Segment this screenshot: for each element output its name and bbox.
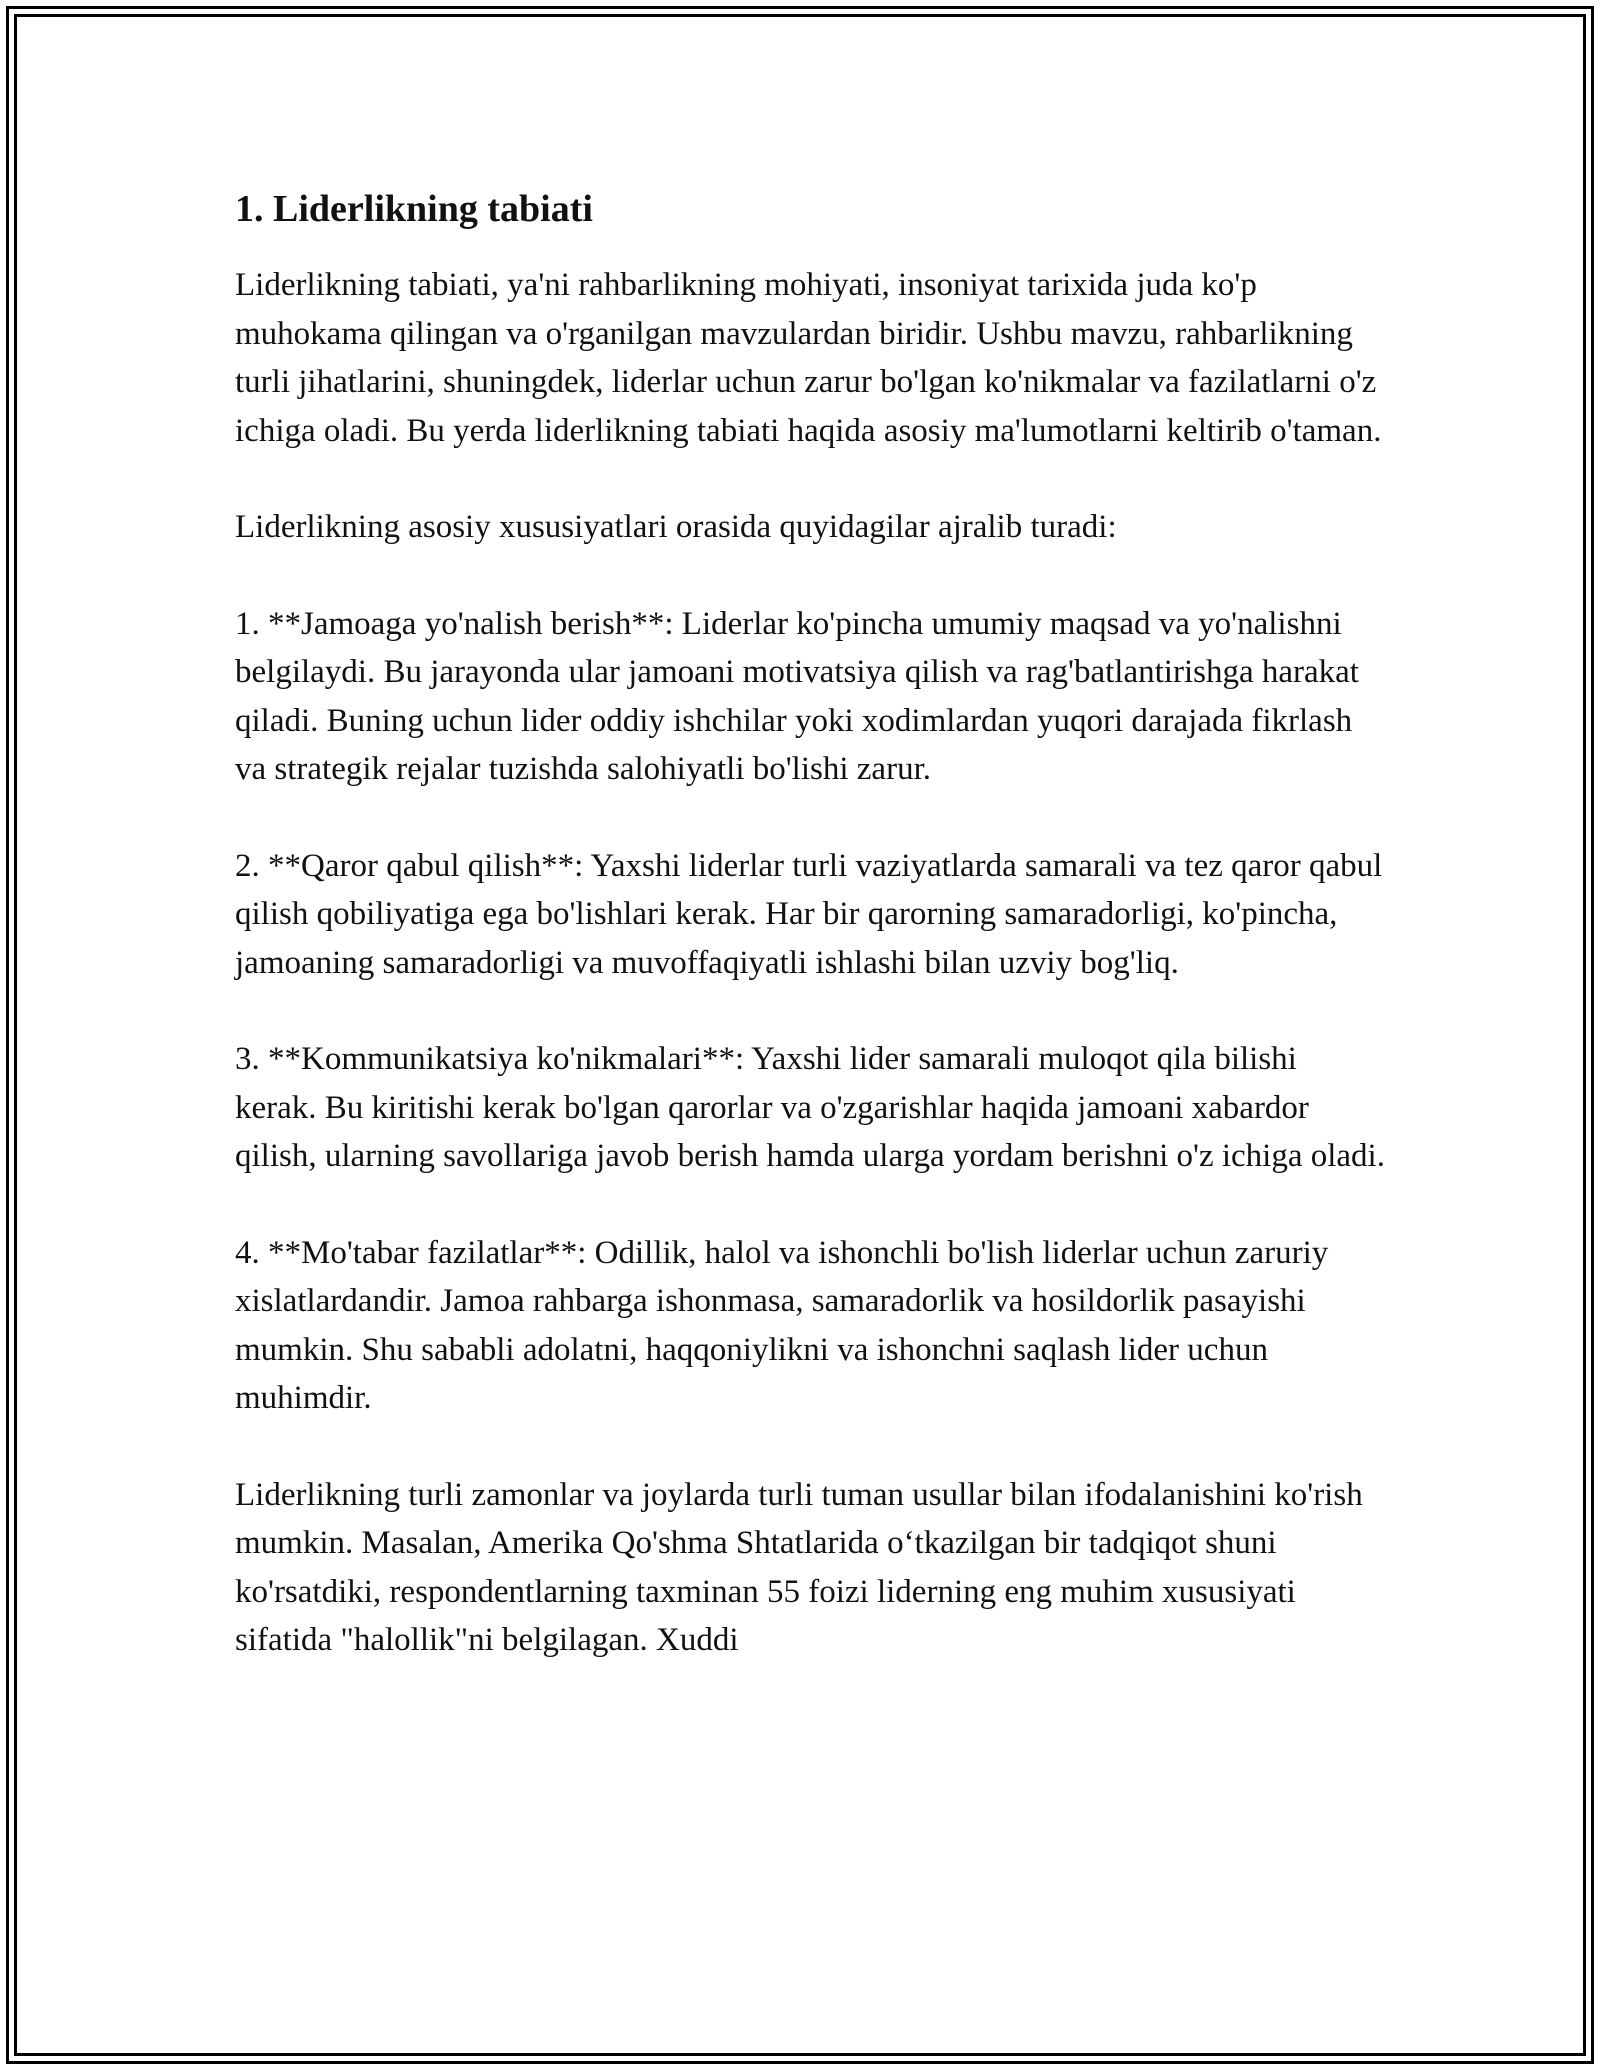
list-item-communication: 3. **Kommunikatsiya ko'nikmalari**: Yaxshi lider samarali muloqot qila bilishi kerak. Bu kiritishi kerak bo'lgan qarorlar va o'zgarishlar haqida jamoani xabardor qilish, ularning savollariga javob berish hamda ularga yordam berishni o'z ichiga oladi.: [235, 1041, 1385, 1174]
section-heading: 1. Liderlikning tabiati: [235, 188, 593, 230]
list-item-direction: 1. **Jamoaga yo'nalish berish**: Liderlar ko'pincha umumiy maqsad va yo'nalishni belgilaydi. Bu jarayonda ular jamoani motivatsiya qilish va rag'batlantirishga harakat qiladi. Buning uchun lider oddiy ishchilar yoki xodimlardan yuqori darajada fikrlash va strategik rejalar tuzishda salohiyatli bo'lishi zarur.: [235, 605, 1359, 787]
list-item-decision-making: 2. **Qaror qabul qilish**: Yaxshi liderlar turli vaziyatlarda samarali va tez qaror qabul qilish qobiliyatiga ega bo'lishlari kerak. Har bir qarorning samaradorligi, ko'pincha, jamoaning samaradorligi va muvoffaqiyatli ishlashi bilan uzviy bog'liq.: [235, 847, 1383, 981]
list-item-virtues: 4. **Mo'tabar fazilatlar**: Odillik, halol va ishonchli bo'lish liderlar uchun zaruriy xislatlardandir. Jamoa rahbarga ishonmasa, samaradorlik va hosildorlik pasayishi mumkin. Shu sababli adolatni, haqqoniylikni va ishonchni saqlash lider uchun muhimdir.: [235, 1234, 1329, 1416]
closing-paragraph: Liderlikning turli zamonlar va joylarda turli tuman usullar bilan ifodalanishini ko'rish mumkin. Masalan, Amerika Qo'shma Shtatlarida o‘tkazilgan bir tadqiqot shuni ko'rsatdiki, respondentlarning taxminan 55 foizi liderning eng muhim xususiyati sifatida "halollik"ni belgilagan. Xuddi: [235, 1476, 1363, 1658]
features-lead-paragraph: Liderlikning asosiy xususiyatlari orasida quyidagilar ajralib turadi:: [235, 509, 1117, 545]
document-body: [235, 185, 1385, 1713]
intro-paragraph: Liderlikning tabiati, ya'ni rahbarlikning mohiyati, insoniyat tarixida juda ko'p muhokama qilingan va o'rganilgan mavzulardan biridir. Ushbu mavzu, rahbarlikning turli jihatlarini, shuningdek, liderlar uchun zarur bo'lgan ko'nikmalar va fazilatlarni o'z ichiga oladi. Bu yerda liderlikning tabiati haqida asosiy ma'lumotlarni keltirib o'taman.: [235, 267, 1382, 449]
